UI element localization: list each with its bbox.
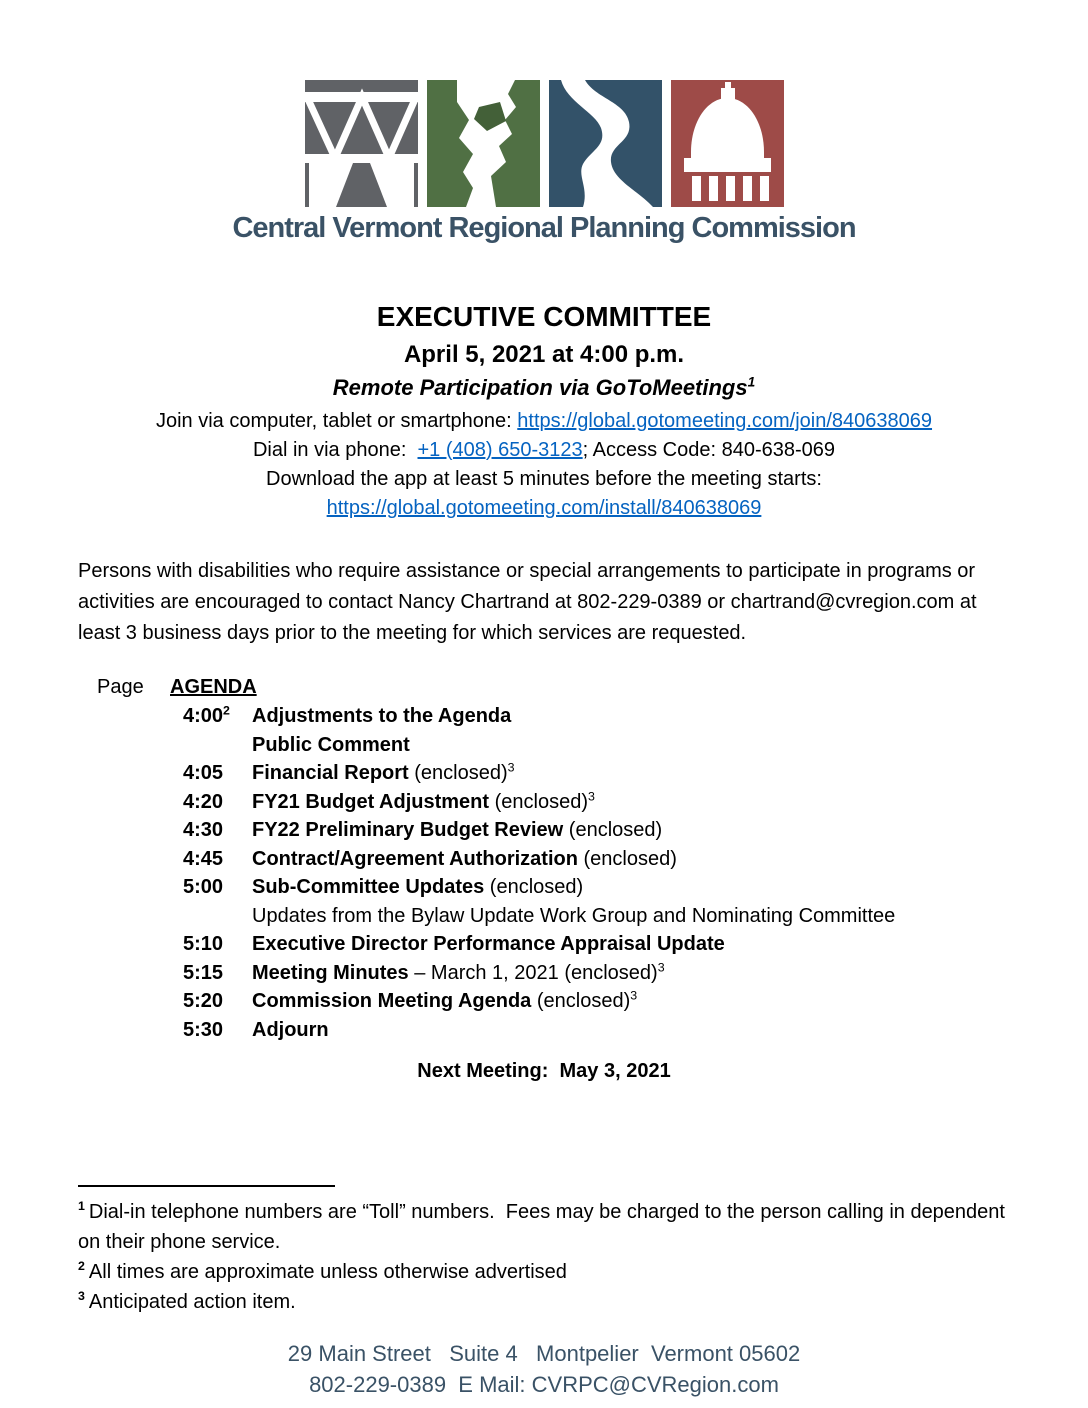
footnote-number: 1 (78, 1199, 85, 1214)
footer-address: 29 Main Street Suite 4 Montpelier Vermont 05602 (287, 1341, 801, 1366)
agenda-text: Commission Meeting Agenda (enclosed)$^3$ (252, 988, 638, 1012)
agenda-text: Updates from the Bylaw Update Work Group and Nominating Committee (252, 904, 896, 927)
footnote (78, 1257, 1010, 1287)
dial-phone-link[interactable]: +1 (408) 650-3123 (417, 439, 583, 461)
agenda-item (183, 845, 1088, 874)
footnote-text: Dial-in telephone numbers are “Toll” numbers. Fees may be charged to the person calling in dependent on their phone service. (78, 1201, 1011, 1253)
agenda-item (183, 816, 1088, 845)
join-line (0, 407, 1088, 435)
access-code: ; Access Code: 840-638-069 (582, 439, 836, 461)
agenda-time (183, 731, 252, 760)
agenda-item (183, 959, 1088, 988)
footer-contact: 802-229-0389 E Mail: CVRPC@CVRegion.com (309, 1372, 779, 1397)
agenda-text: Sub-Committee Updates (enclosed) (252, 876, 584, 898)
agenda-text: Meeting Minutes – March 1, 2021 (enclosed)$^3$ (252, 959, 665, 984)
install-app-link[interactable]: https://global.gotomeeting.com/install/840638069 (326, 497, 762, 519)
agenda-item (183, 759, 1088, 788)
join-prefix: Join via computer, tablet or smartphone: (155, 410, 518, 432)
participation-text: Remote Participation via GoToMeetings (332, 375, 748, 400)
meeting-datetime: April 5, 2021 at 4:00 p.m. (403, 341, 685, 368)
join-meeting-link[interactable]: https://global.gotomeeting.com/join/840638069 (517, 410, 933, 432)
agenda-time: 4:45 (183, 847, 224, 870)
footnote-separator (78, 1185, 335, 1187)
agenda-text: Adjourn (252, 1018, 329, 1041)
agenda-item (183, 731, 1088, 760)
agenda-list (0, 702, 1088, 1044)
agenda-header (97, 673, 1088, 701)
agenda-time: $4:00^2$ (183, 703, 230, 727)
agenda-item (183, 702, 1088, 731)
agenda-text: Public Comment (252, 733, 410, 756)
footnote-number: 2 (78, 1259, 85, 1274)
download-line: Download the app at least 5 minutes before the meeting starts: (266, 468, 822, 490)
agenda-item (183, 987, 1088, 1016)
page-title: EXECUTIVE COMMITTEE (376, 301, 712, 332)
agenda-time: 4:30 (183, 819, 224, 841)
footnotes-section (78, 1185, 1010, 1317)
agenda-text: FY21 Budget Adjustment (enclosed)$^3$ (252, 788, 595, 813)
agenda-time: 4:05 (183, 762, 224, 784)
agenda-time (183, 902, 252, 931)
vermont-map-icon (427, 80, 540, 207)
agenda-text: Financial Report (enclosed)$^3$ (252, 760, 515, 784)
agenda-item (183, 1016, 1088, 1045)
capitol-dome-icon (671, 80, 784, 207)
accessibility-notice: Persons with disabilities who require assistance or special arrangements to participate in programs or activities are encouraged to contact Nancy Chartrand at 802-229-0389 or chartrand@cvregion.com at least 3 business days prior to the meeting for which services are requested. (78, 560, 977, 644)
participation-footnote-ref: 1 (747, 374, 756, 390)
agenda-time: 4:20 (183, 790, 224, 813)
cvrpc-logo (0, 0, 1088, 245)
river-icon (549, 80, 662, 207)
agenda-text: Contract/Agreement Authorization (enclosed) (252, 847, 677, 870)
agenda-time: 5:00 (183, 876, 224, 898)
bridge-icon (305, 80, 418, 207)
agenda-text: FY22 Preliminary Budget Review (enclosed) (252, 819, 663, 841)
agenda-text: Executive Director Performance Appraisal Update (252, 933, 725, 955)
agenda-item (183, 788, 1088, 817)
agenda-time: 5:30 (183, 1018, 224, 1041)
dial-line (0, 436, 1088, 464)
page-column-label: Page (97, 676, 144, 698)
agenda-item (183, 873, 1088, 902)
agenda-time: 5:10 (183, 933, 224, 955)
agenda-text: Adjustments to the Agenda (252, 705, 512, 727)
logo-panels (0, 80, 1088, 207)
agenda-heading: AGENDA (170, 676, 257, 698)
footnote (78, 1287, 1010, 1317)
agenda-item (183, 902, 1088, 931)
org-name: Central Vermont Regional Planning Commission (232, 212, 856, 244)
participation-line (0, 375, 1088, 401)
next-meeting: Next Meeting: May 3, 2021 (417, 1060, 671, 1082)
footnote (78, 1197, 1010, 1257)
agenda-time: 5:15 (183, 961, 224, 984)
footnote-text: Anticipated action item. (88, 1291, 296, 1313)
dial-prefix: Dial in via phone: (252, 439, 418, 461)
footnote-number: 3 (78, 1289, 85, 1304)
agenda-item (183, 930, 1088, 959)
install-line (0, 494, 1088, 522)
agenda-section (0, 673, 1088, 1044)
page-footer (0, 1338, 1088, 1400)
footnotes-list (78, 1197, 1010, 1317)
agenda-time: 5:20 (183, 990, 224, 1012)
footnote-text: All times are approximate unless otherwise advertised (88, 1261, 567, 1283)
